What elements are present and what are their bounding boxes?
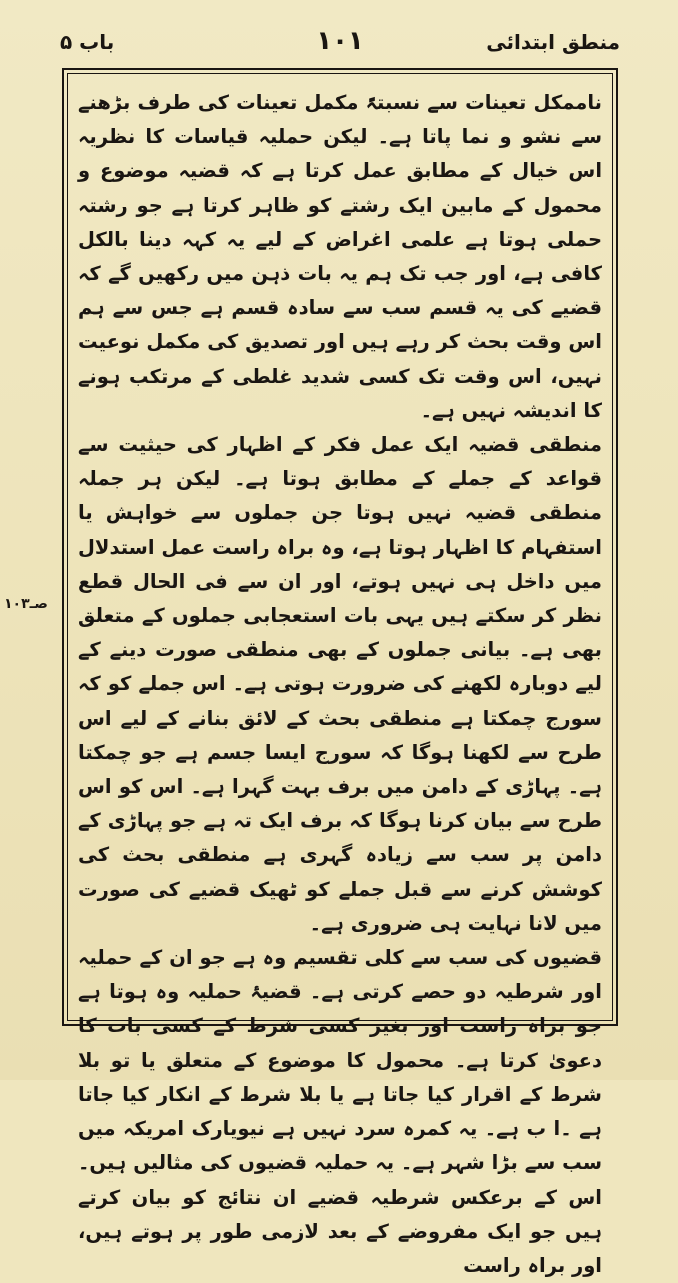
paragraph: ناممکل تعینات سے نسبتہً مکمل تعینات کی طرف بڑھنے سے نشو و نما پاتا ہے۔ لیکن حملیہ قیاسات کا نظریہ اس خیال کے مطابق عمل کرتا ہے کہ قضیہ موضوع و محمول کے مابین ایک رشتے کو ظاہر کرتا ہے جو رشتہ حملی ہوتا ہے علمی اغراض کے لیے یہ کہہ دینا بالکل کافی ہے، اور جب تک ہم یہ بات ذہن میں رکھیں گے کہ قضیے کی یہ قسم سب سے سادہ قسم ہے جس سے ہم اس وقت بحث کر رہے ہیں اور تصدیق کی مکمل نوعیت نہیں، اس وقت تک کسی شدید غلطی کے مرتکب ہونے کا اندیشہ نہیں ہے۔ bbox=[78, 91, 602, 422]
chapter-label: باب ۵ bbox=[60, 30, 115, 54]
margin-note: صـ۱۰۳ bbox=[4, 596, 48, 612]
body-text bbox=[78, 86, 602, 1277]
page-number: ۱۰۱ bbox=[316, 26, 364, 56]
paragraph: منطقی قضیہ ایک عمل فکر کے اظہار کی حیثیت سے قواعد کے جملے کے مطابق ہوتا ہے۔ لیکن ہر جملہ منطقی قضیہ نہیں ہوتا جن جملوں سے خواہش یا استفہام کا اظہار ہوتا ہے، وہ براہ راست عمل استدلال میں داخل ہی نہیں ہوتے، اور ان سے فی الحال قطع نظر کر سکتے ہیں یہی بات استعجابی جملوں کے متعلق بھی ہے۔ بیانی جملوں کے بھی منطقی صورت دینے کے لیے دوبارہ لکھنے کی ضرورت ہوتی ہے۔ اس جملے کو کہ سورج چمکتا ہے منطقی بحث کے لائق بنانے کے لیے اس طرح سے لکھنا ہوگا کہ سورج ایسا جسم ہے جو چمکتا ہے۔ پہاڑی کے دامن میں برف بہت گہرا ہے۔ اس کو اس طرح سے بیان کرنا ہوگا کہ برف ایک تہ ہے جو پہاڑی کے دامن پر سب سے زیادہ گہری ہے منطقی بحث کی کوشش کرنے سے قبل جملے کو ٹھیک قضیے کی صورت میں لانا نہایت ہی ضروری ہے۔ bbox=[78, 433, 602, 935]
page-header bbox=[60, 26, 620, 62]
paragraph: قضیوں کی سب سے کلی تقسیم وہ ہے جو ان کے حملیہ اور شرطیہ دو حصے کرتی ہے۔ قضیۂ حملیہ وہ ہوتا ہے جو براہ راست اور بغیر کسی شرط کے کسی بات کا دعویٰ کرتا ہے۔ محمول کا موضوع کے متعلق یا تو بلا شرط کے اقرار کیا جاتا ہے یا بلا شرط کے انکار کیا جاتا ہے ۔ا ب ہے۔ یہ کمرہ سرد نہیں ہے نیویارک امریکہ میں سب سے بڑا شہر ہے۔ یہ حملیہ قضیوں کی مثالیں ہیں۔ اس کے برعکس شرطیہ قضیے ان نتائج کو بیان کرتے ہیں جو ایک مفروضے کے بعد لازمی طور پر ہوتے ہیں، اور براہ راست bbox=[78, 946, 602, 1277]
running-title: منطق ابتدائی bbox=[486, 30, 620, 54]
text-frame bbox=[62, 68, 618, 1277]
